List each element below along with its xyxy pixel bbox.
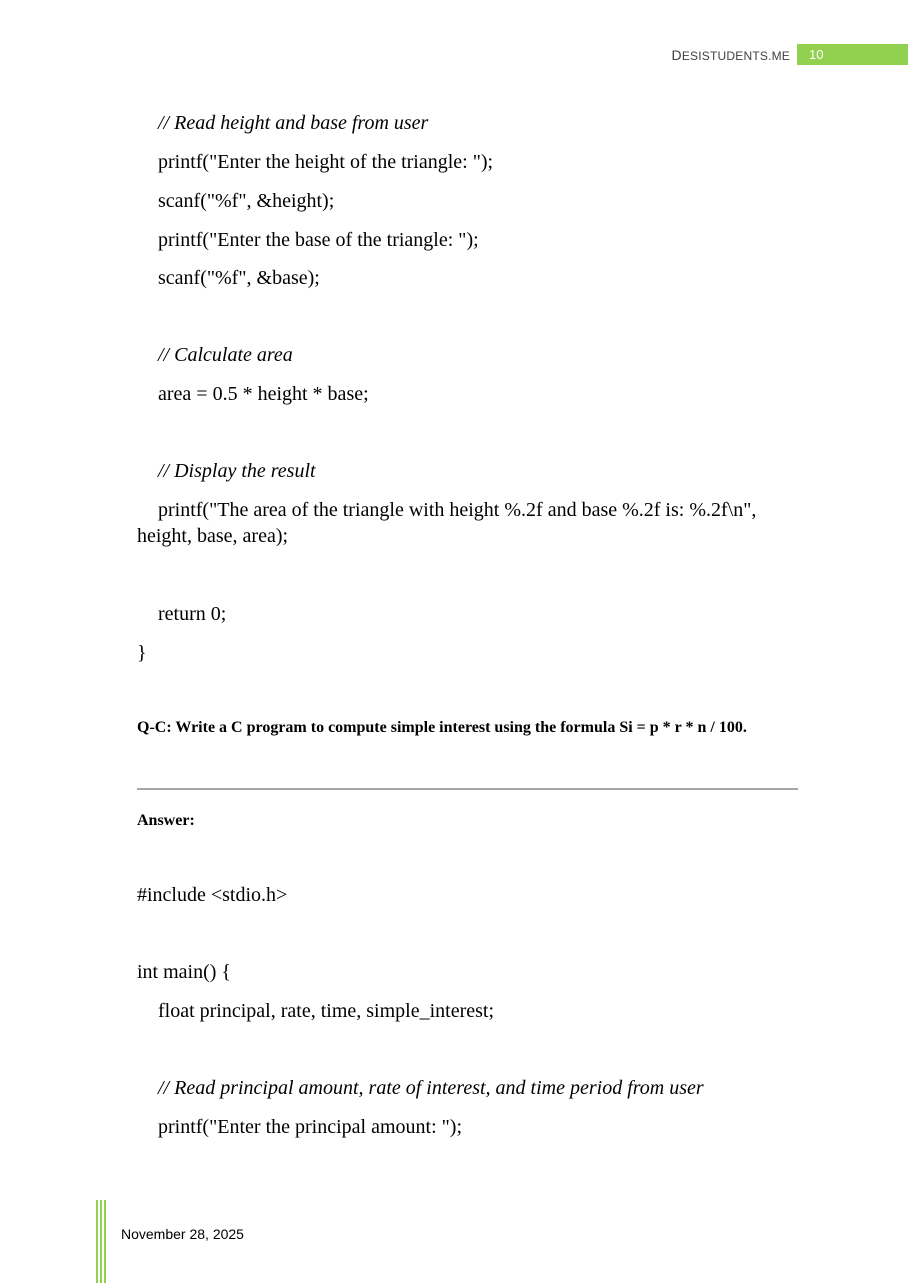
site-name-suffix: .ME xyxy=(768,49,790,63)
code-line: printf("Enter the height of the triangle: "); xyxy=(158,151,494,173)
code-line: area = 0.5 * height * base; xyxy=(158,383,369,405)
site-name xyxy=(672,47,790,63)
page-number-badge: 10 xyxy=(797,44,908,65)
footer-bar xyxy=(104,1200,106,1283)
footer-bar xyxy=(100,1200,102,1283)
code-comment-read-input: // Read height and base from user xyxy=(158,112,429,134)
code-line: float principal, rate, time, simple_interest; xyxy=(158,1000,495,1022)
code-line: #include <stdio.h> xyxy=(137,884,288,906)
code-line: scanf("%f", &height); xyxy=(158,190,335,212)
site-name-body: ESISTUDENTS xyxy=(681,49,769,63)
code-line: printf("Enter the principal amount: "); xyxy=(158,1116,463,1138)
site-name-initial: D xyxy=(671,47,682,63)
code-line: printf("The area of the triangle with height %.2f and base %.2f is: %.2f\n", xyxy=(158,499,757,521)
question-heading: Q-C: Write a C program to compute simple interest using the formula Si = p * r * n / 100. xyxy=(137,719,747,736)
code-line: height, base, area); xyxy=(137,525,289,547)
footer-bar xyxy=(96,1200,98,1283)
divider xyxy=(137,788,798,790)
code-line: } xyxy=(137,642,147,664)
code-comment-display: // Display the result xyxy=(158,460,316,482)
code-line: scanf("%f", &base); xyxy=(158,267,320,289)
code-comment-read-principal: // Read principal amount, rate of interest, and time period from user xyxy=(158,1077,704,1099)
code-line: int main() { xyxy=(137,961,232,983)
code-line: printf("Enter the base of the triangle: "); xyxy=(158,229,479,251)
code-comment-calculate: // Calculate area xyxy=(158,344,293,366)
answer-label: Answer: xyxy=(137,812,195,829)
code-line: return 0; xyxy=(158,603,227,625)
footer-date: November 28, 2025 xyxy=(121,1226,244,1242)
